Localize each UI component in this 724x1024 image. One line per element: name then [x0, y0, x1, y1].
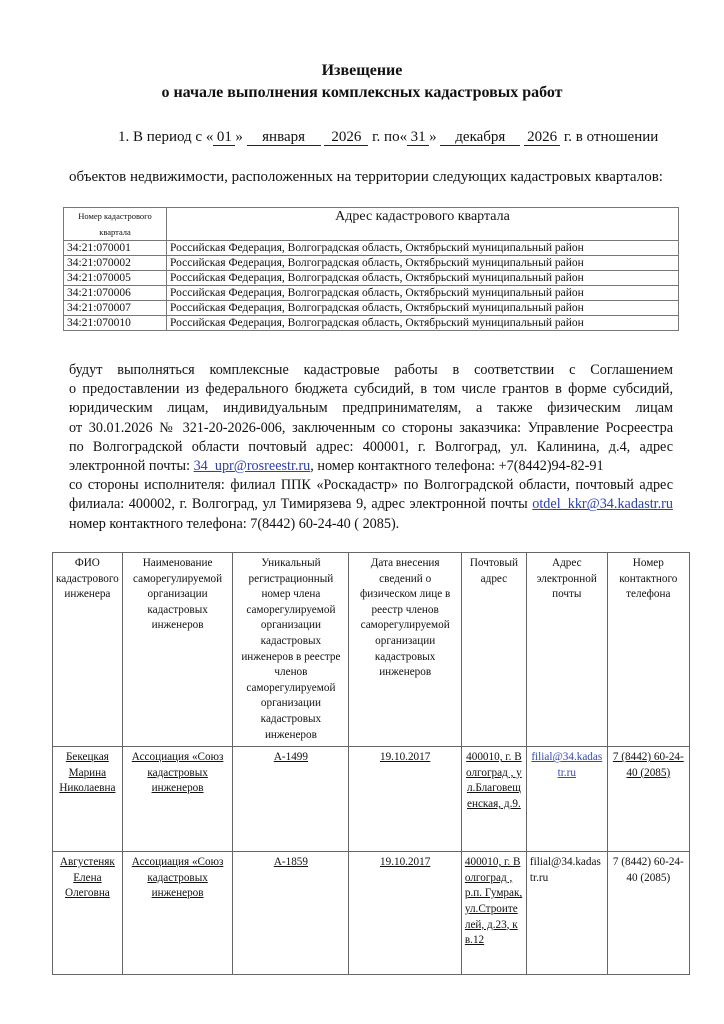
- reg-number: А-1499: [233, 747, 349, 852]
- contractor-email-link[interactable]: otdel_kkr@34.kadastr.ru: [532, 496, 673, 513]
- engineer-phone: 7 (8442) 60-24-40 (2085): [607, 747, 689, 852]
- table-row: [64, 271, 679, 286]
- header-quarter-number: Номер кадастрового квартала: [64, 208, 167, 241]
- quarter-address: Российская Федерация, Волгоградская область, Октябрьский муниципальный район: [167, 271, 679, 286]
- header-date: Дата внесения сведений о физическом лице в реестр членов саморегулируемой организации кадастровых инженеров: [349, 553, 461, 747]
- table-row: [64, 256, 679, 271]
- agreement-line: [69, 495, 673, 514]
- header-postal-address: Почтовый адрес: [461, 553, 526, 747]
- quarter-address: Российская Федерация, Волгоградская область, Октябрьский муниципальный район: [167, 286, 679, 301]
- quote-close: »: [429, 129, 437, 145]
- period-line: [118, 129, 678, 146]
- engineer-phone: 7 (8442) 60-24-40 (2085): [607, 852, 689, 975]
- table-row: [53, 747, 690, 852]
- table-header-row: [64, 208, 679, 241]
- quarter-address: Российская Федерация, Волгоградская область, Октябрьский муниципальный район: [167, 256, 679, 271]
- header-quarter-address: Адрес кадастрового квартала: [167, 208, 679, 241]
- sro-name: Ассоциация «Союз кадастровых инженеров: [122, 852, 233, 975]
- agreement-line: [69, 457, 673, 476]
- agreement-line: номер контактного телефона: 7(8442) 60-24-40 ( 2085).: [69, 515, 400, 532]
- quarter-address: Российская Федерация, Волгоградская область, Октябрьский муниципальный район: [167, 241, 679, 256]
- table-row: [53, 852, 690, 975]
- cadastral-engineers-table: [52, 552, 690, 975]
- agreement-line: о предоставлении из федерального бюджета субсидий, в том числе грантов в форме субсидий,: [69, 381, 673, 398]
- quarter-number: 34:21:070007: [64, 301, 167, 316]
- table-header-row: [53, 553, 690, 747]
- reg-number: А-1859: [233, 852, 349, 975]
- postal-address: 400010, г. Волгоград , р.п. Гумрак, ул.Строителей, д.23, кв.12: [461, 852, 526, 975]
- quarter-number: 34:21:070006: [64, 286, 167, 301]
- agreement-line: по Волгоградской области почтовый адрес: 400001, г. Волгоград, ул. Калинина, д.4, адрес: [69, 438, 673, 455]
- agreement-line: будут выполняться комплексные кадастровые работы в соответствии с Соглашением: [69, 362, 673, 378]
- notice-title: Извещение: [321, 62, 403, 79]
- table-row: [64, 316, 679, 331]
- period-prefix: 1. В период с: [118, 129, 203, 145]
- phone-text: , номер контактного телефона: +7(8442)94-82-91: [310, 458, 604, 475]
- registry-date: 19.10.2017: [349, 747, 461, 852]
- table-row: [64, 241, 679, 256]
- quarter-number: 34:21:070010: [64, 316, 167, 331]
- customer-email-link[interactable]: 34_upr@rosreestr.ru: [193, 458, 311, 475]
- quote-open: «: [205, 129, 214, 145]
- agreement-line: от 30.01.2026 № 321-20-2026-006, заключенным со стороны заказчика: Управление Росреестра: [69, 419, 673, 436]
- cadastral-quarters-table: [63, 207, 679, 331]
- objects-text: объектов недвижимости, расположенных на территории следующих кадастровых кварталов:: [69, 169, 663, 185]
- quarter-address: Российская Федерация, Волгоградская область, Октябрьский муниципальный район: [167, 316, 679, 331]
- sro-name: Ассоциация «Союз кадастровых инженеров: [122, 747, 233, 852]
- period-suffix: г. в отношении: [563, 129, 659, 145]
- end-day-field: 31: [407, 129, 429, 146]
- header-email: Адрес электронной почты: [526, 553, 607, 747]
- quarter-number: 34:21:070001: [64, 241, 167, 256]
- quote-close: »: [235, 129, 243, 145]
- end-month-field: декабря: [440, 129, 520, 146]
- registry-date: 19.10.2017: [349, 852, 461, 975]
- quarter-number: 34:21:070002: [64, 256, 167, 271]
- header-reg-number: Уникальный регистрационный номер члена саморегулируемой организации кадастровых инженеров в реестре членов саморегулируемой организации кадастровых инженеров: [233, 553, 349, 747]
- agreement-paragraph: [69, 361, 673, 534]
- quarter-address: Российская Федерация, Волгоградская область, Октябрьский муниципальный район: [167, 301, 679, 316]
- branch-address-text: филиала: 400002, г. Волгоград, ул Тимирязева 9, адрес электронной почты: [69, 496, 533, 513]
- agreement-line: со стороны исполнителя: филиал ППК «Роскадастр» по Волгоградской области, почтовый адрес: [69, 477, 673, 494]
- period-mid: г. по: [372, 129, 400, 145]
- header-engineer-name: ФИО кадастрового инженера: [53, 553, 123, 747]
- table-row: [64, 301, 679, 316]
- table-row: [64, 286, 679, 301]
- header-sro-name: Наименование саморегулируемой организации кадастровых инженеров: [122, 553, 233, 747]
- engineer-name: Бекецкая Марина Николаевна: [53, 747, 123, 852]
- email-label: электронной почты:: [69, 458, 194, 475]
- engineer-email-link[interactable]: filial@34.kadastr.ru: [526, 747, 607, 852]
- start-month-field: января: [247, 129, 321, 146]
- notice-subtitle: о начале выполнения комплексных кадастровых работ: [161, 84, 563, 101]
- quarter-number: 34:21:070005: [64, 271, 167, 286]
- agreement-line: юридическим лицам, индивидуальным предпринимателям, а также физическим лицам: [69, 400, 673, 417]
- end-year-field: 2026: [524, 129, 560, 146]
- quote-open: «: [399, 129, 408, 145]
- postal-address: 400010, г. Волгоград , ул.Благовещенская, д.9.: [461, 747, 526, 852]
- header-phone: Номер контактного телефона: [607, 553, 689, 747]
- start-year-field: 2026: [324, 129, 368, 146]
- engineer-name: Августеняк Елена Олеговна: [53, 852, 123, 975]
- engineer-email: filial@34.kadastr.ru: [526, 852, 607, 975]
- start-day-field: 01: [213, 129, 235, 146]
